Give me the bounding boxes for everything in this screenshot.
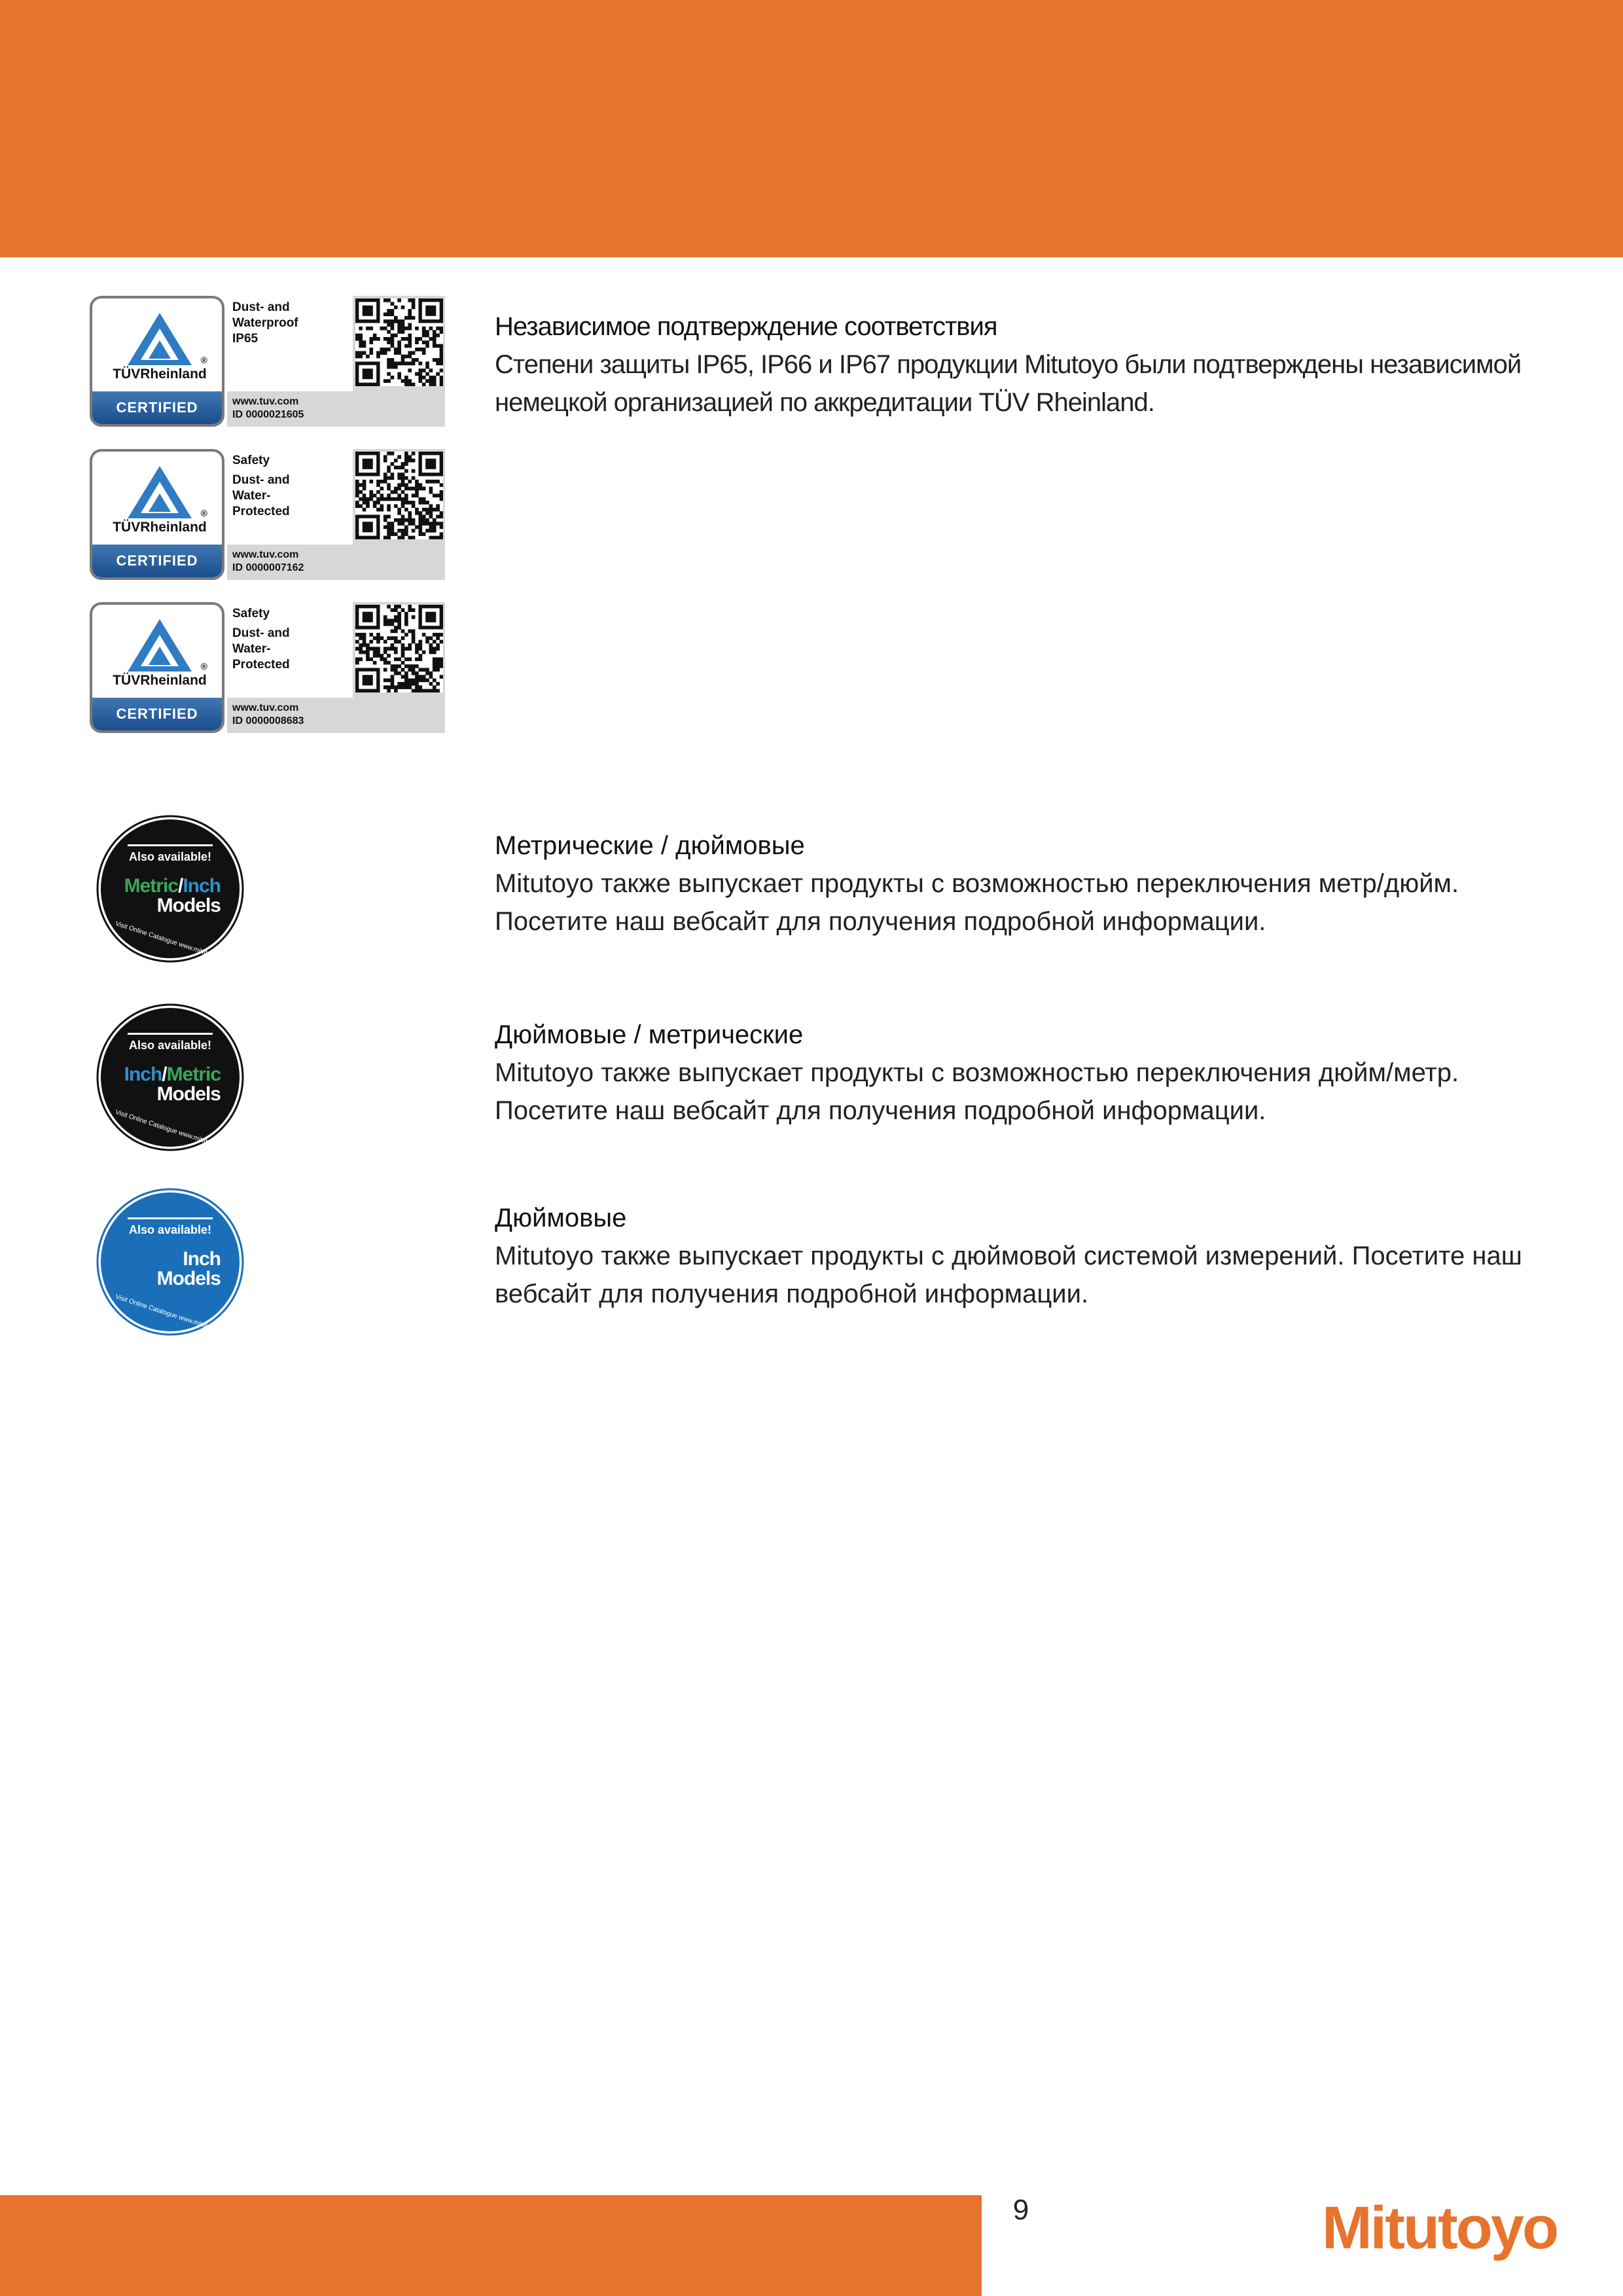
sticker-top-text: Also available! — [128, 1039, 212, 1052]
tuv-url: www.tuv.com — [232, 549, 299, 560]
header-band — [0, 0, 1623, 257]
tuv-brand: TÜVRheinland — [113, 673, 207, 688]
sticker-word-metric: Metric — [166, 1064, 221, 1085]
sticker-word-metric: Metric — [124, 875, 178, 897]
qr-code-icon — [355, 298, 443, 386]
sticker-word-inch: Inch — [183, 1248, 221, 1270]
qr-code-icon — [355, 452, 443, 539]
tuv-id: ID 0000008683 — [232, 715, 304, 726]
metric-inch-heading: Метрические / дюймовые — [495, 831, 805, 860]
tuv-url: www.tuv.com — [232, 396, 299, 407]
tuv-shield — [90, 449, 224, 580]
certified-label: CERTIFIED — [92, 391, 222, 424]
inch-body-line-2: вебсайт для получения подробной информации. — [495, 1280, 1089, 1308]
certification-heading: Независимое подтверждение соответствия — [495, 312, 997, 341]
tuv-shield — [90, 296, 224, 427]
metric-inch-section — [495, 827, 1568, 941]
registered-mark: ® — [200, 508, 207, 518]
sticker-slash: / — [162, 1064, 167, 1085]
sticker-ring-text: Visit Online Catalogue www.mitutoyo.eu — [114, 920, 227, 963]
sticker-ring-text: Visit Online Catalogue www.mitutoyo.eu — [114, 1109, 227, 1151]
page-number: 9 — [1012, 2194, 1029, 2226]
tuv-info-panel — [227, 449, 445, 580]
tuv-triangle-icon — [124, 617, 196, 675]
inch-metric-heading: Дюймовые / метрические — [495, 1020, 804, 1049]
tuv-footer — [227, 545, 445, 580]
tuv-footer — [227, 391, 445, 427]
sticker-slash: / — [177, 875, 183, 897]
tuv-protection-label: Dust- and Waterproof IP65 — [232, 300, 298, 346]
mitutoyo-logo: Mitutoyo — [1322, 2195, 1558, 2261]
inch-metric-body-line-1: Mitutoyo также выпускает продукты с возможностью переключения дюйм/метр. — [495, 1058, 1459, 1087]
inch-metric-sticker — [96, 1003, 244, 1151]
inch-metric-body-line-2: Посетите наш вебсайт для получения подробной информации. — [495, 1096, 1266, 1125]
sticker-models: Models — [156, 1083, 221, 1105]
sticker-ring-text: Visit Online Catalogue www.mitutoyo.eu — [114, 1293, 227, 1336]
tuv-brand: TÜVRheinland — [113, 520, 207, 535]
tuv-url: www.tuv.com — [232, 702, 299, 713]
metric-inch-body-line-2: Посетите наш вебсайт для получения подробной информации. — [495, 907, 1266, 936]
certification-body-line-1: Степени защиты IP65, IP66 и IP67 продукции Mitutoyo были подтверждены независимой — [495, 350, 1522, 379]
registered-mark: ® — [200, 661, 207, 672]
certification-section — [495, 308, 1568, 422]
tuv-triangle-icon — [124, 463, 196, 522]
tuv-badge-safety-2 — [90, 602, 445, 733]
tuv-info-panel — [227, 296, 445, 427]
inch-heading: Дюймовые — [495, 1204, 627, 1232]
tuv-badge-ip65 — [90, 296, 445, 427]
sticker-word-inch: Inch — [183, 875, 221, 897]
inch-metric-section — [495, 1016, 1568, 1130]
certified-label: CERTIFIED — [92, 698, 222, 730]
tuv-shield — [90, 602, 224, 733]
tuv-id: ID 0000007162 — [232, 562, 304, 573]
tuv-protection-label: Safety Dust- and Water- Protected — [232, 454, 290, 518]
svg-text:Inch/Metric — [124, 1064, 221, 1085]
tuv-id: ID 0000021605 — [232, 409, 304, 420]
sticker-word-inch: Inch — [124, 1064, 162, 1085]
footer-band — [0, 2195, 982, 2296]
sticker-top-text: Also available! — [128, 850, 212, 863]
certification-body-line-2: немецкой организацией по аккредитации TÜV Rheinland. — [495, 388, 1154, 417]
metric-inch-sticker — [96, 815, 244, 963]
tuv-protection-label: Safety Dust- and Water- Protected — [232, 607, 290, 672]
qr-code-icon — [355, 605, 443, 692]
tuv-footer — [227, 698, 445, 733]
metric-inch-body-line-1: Mitutoyo также выпускает продукты с возможностью переключения метр/дюйм. — [495, 869, 1459, 898]
certified-label: CERTIFIED — [92, 545, 222, 577]
svg-text:Metric/Inch — [124, 875, 221, 897]
inch-sticker — [96, 1188, 244, 1336]
sticker-models: Models — [156, 1268, 221, 1289]
sticker-models: Models — [156, 895, 221, 916]
inch-body-line-1: Mitutoyo также выпускает продукты с дюймовой системой измерений. Посетите наш — [495, 1242, 1522, 1270]
tuv-info-panel — [227, 602, 445, 733]
sticker-top-text: Also available! — [128, 1223, 212, 1236]
registered-mark: ® — [200, 355, 207, 365]
inch-section — [495, 1199, 1568, 1313]
tuv-brand: TÜVRheinland — [113, 367, 207, 382]
tuv-triangle-icon — [124, 310, 196, 369]
tuv-badge-safety-1 — [90, 449, 445, 580]
